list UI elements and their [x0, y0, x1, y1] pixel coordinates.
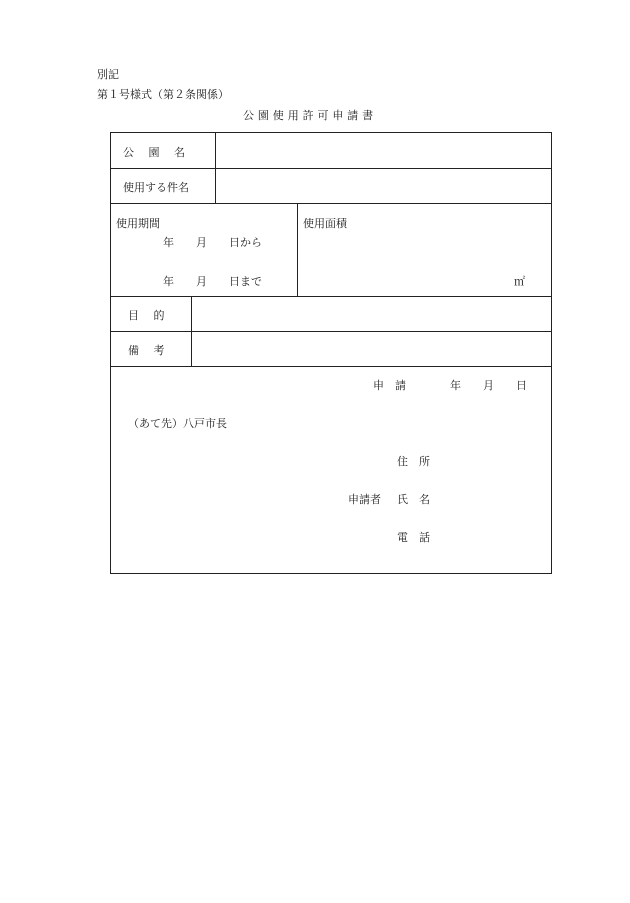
name-label: 氏 名 [397, 493, 430, 506]
objective-field[interactable] [192, 297, 552, 331]
remarks-field[interactable] [192, 332, 552, 366]
area-unit: ㎡ [514, 275, 525, 288]
address-label: 住 所 [397, 455, 430, 468]
applicant-label: 申請者 [348, 493, 381, 506]
form-number: 第１号様式（第２条関係） [97, 88, 229, 101]
row-divider [111, 366, 551, 367]
period-to[interactable]: 年 月 日まで [163, 275, 262, 288]
addressee: （あて先）八戸市長 [128, 417, 227, 430]
purpose-item-label: 使用する件名 [123, 181, 189, 194]
column-divider [297, 203, 298, 296]
reference-label: 別記 [97, 68, 119, 81]
application-form-table [110, 132, 552, 574]
objective-label: 目 的 [128, 309, 165, 322]
park-name-field[interactable] [216, 133, 552, 168]
phone-label: 電 話 [397, 531, 430, 544]
form-title: 公 園 使 用 許 可 申 請 書 [243, 109, 374, 122]
application-date[interactable]: 申 請 年 月 日 [373, 379, 527, 392]
area-label: 使用面積 [303, 217, 347, 230]
row-divider [111, 203, 551, 204]
remarks-label: 備 考 [128, 344, 165, 357]
period-from[interactable]: 年 月 日から [163, 236, 262, 249]
purpose-item-field[interactable] [216, 169, 552, 203]
park-name-label: 公 園 名 [123, 146, 185, 159]
period-label: 使用期間 [116, 217, 160, 230]
